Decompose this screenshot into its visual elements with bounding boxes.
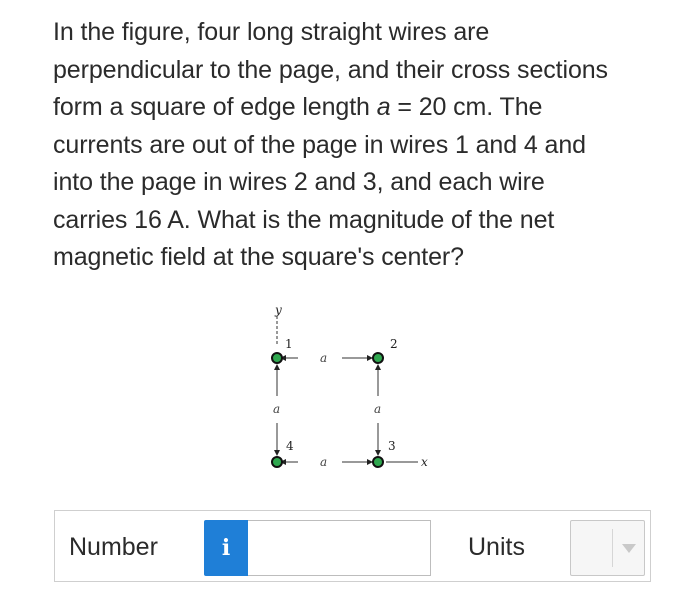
wire-3-label: 3 <box>388 439 396 453</box>
y-axis-label: y <box>275 303 282 317</box>
question-line: carries 16 A. What is the magnitude of the net <box>53 205 555 234</box>
wire-1 <box>272 353 282 363</box>
question-line: currents are out of the page in wires 1 and 4 and <box>53 130 586 159</box>
wire-3 <box>373 457 383 467</box>
question-line: magnetic field at the square's center? <box>53 243 464 271</box>
info-icon: i <box>221 535 231 561</box>
top-edge-label: a <box>320 351 328 365</box>
question-line: form a square of edge length a = 20 cm. The <box>53 93 543 121</box>
wire-square-figure <box>258 298 438 478</box>
question-text <box>53 14 663 277</box>
info-button[interactable] <box>204 520 248 576</box>
wire-1-label: 1 <box>285 337 293 351</box>
units-label: Units <box>468 533 525 561</box>
answer-row <box>54 510 651 582</box>
select-divider <box>612 529 613 567</box>
question-line: into the page in wires 2 and 3, and each wire <box>53 168 545 196</box>
units-select[interactable] <box>570 520 645 576</box>
wire-4-label: 4 <box>286 439 294 453</box>
wire-2-label: 2 <box>390 337 398 351</box>
left-edge-label: a <box>273 402 281 416</box>
bottom-edge-label: a <box>320 455 328 469</box>
question-line: In the figure, four long straight wires are <box>53 18 490 46</box>
question-line: perpendicular to the page, and their cross sections <box>53 55 608 84</box>
right-edge-label: a <box>374 402 382 416</box>
chevron-down-icon <box>622 544 636 553</box>
number-label: Number <box>69 533 158 561</box>
wire-2 <box>373 353 383 363</box>
wire-4 <box>272 457 282 467</box>
number-input[interactable] <box>248 520 431 576</box>
edge-variable: a <box>376 93 391 121</box>
x-axis-label: x <box>421 455 428 469</box>
